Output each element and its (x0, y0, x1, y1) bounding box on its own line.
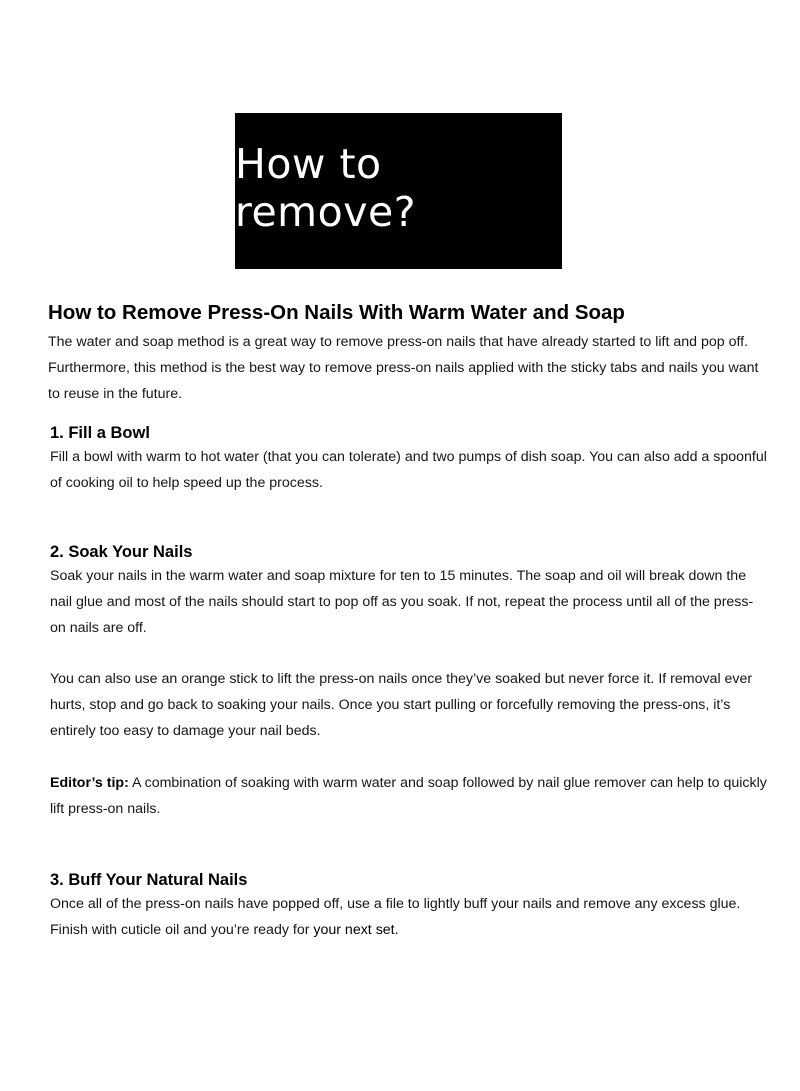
editors-tip-label: Editor’s tip: (50, 774, 129, 791)
article-title: How to Remove Press-On Nails With Warm Water and Soap (48, 301, 625, 324)
editors-tip-text: A combination of soaking with warm water and soap followed by nail glue remover can help to quickly lift press-on nails. (50, 774, 767, 817)
banner-title: How to remove? (235, 140, 416, 236)
step-heading: 2. Soak Your Nails (50, 542, 193, 561)
step-heading: 3. Buff Your Natural Nails (50, 871, 248, 890)
step-body: Fill a bowl with warm to hot water (that you can tolerate) and two pumps of dish soap. You can also add a spoonful of cooking oil to help speed up the process. (50, 449, 767, 492)
step-body-secondary: You can also use an orange stick to lift the press-on nails once they’ve soaked but never force it. If removal ever hurts, stop and go back to soaking your nails. Once you start pulling or forcefully removing the press-ons, it’s entirely too easy to damage your nail beds. (50, 671, 753, 739)
step-heading: 1. Fill a Bowl (50, 424, 150, 443)
step-fill-bowl (48, 421, 768, 497)
next-set-link[interactable]: your next set. (313, 922, 399, 939)
article (48, 298, 768, 944)
step-body (50, 892, 768, 944)
step-body: Soak your nails in the warm water and soap mixture for ten to 15 minutes. The soap and oil will break down the nail glue and most of the nails should start to pop off as you soak. If not, repeat the process until all of the press-on nails are off. (50, 567, 754, 636)
editors-tip (50, 771, 768, 823)
intro-paragraph: The water and soap method is a great way to remove press-on nails that have already started to lift and pop off. Furthermore, this method is the best way to remove press-on nails applied with the sticky tabs and nails you want to reuse in the future. (48, 334, 759, 402)
hero-banner (235, 113, 562, 269)
step-buff-nails (48, 868, 768, 944)
step-body-text: Once all of the press-on nails have popped off, use a file to lightly buff your nails and remove any excess glue. Finish with cuticle oil and you’re ready for (50, 896, 741, 939)
step-soak-nails (48, 540, 768, 822)
